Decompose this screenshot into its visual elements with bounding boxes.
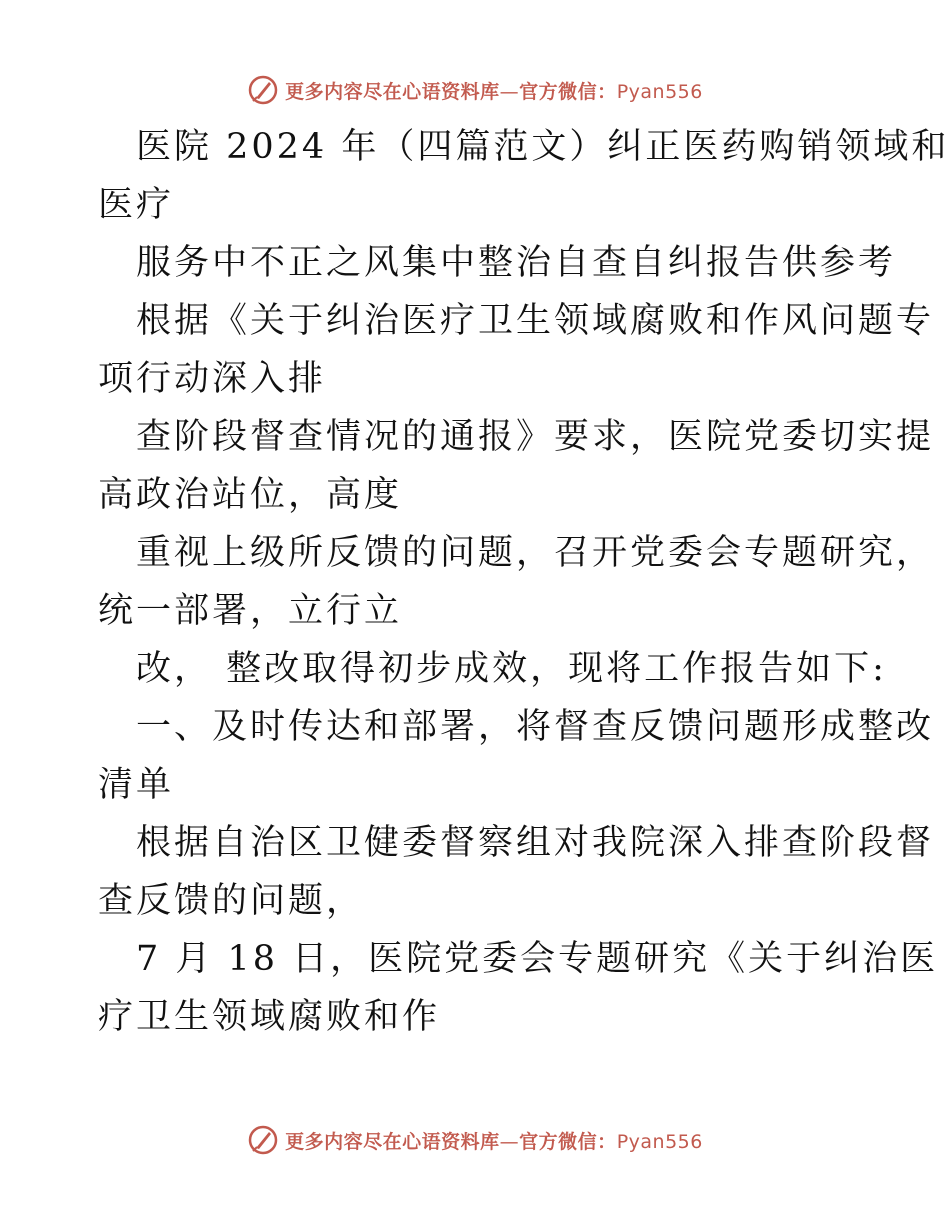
- doc-line: 查阶段督查情况的通报》要求，医院党委切实提: [136, 417, 935, 457]
- watermark-text: [285, 77, 703, 104]
- doc-line: 高政治站位，高度: [98, 475, 403, 515]
- doc-line: 清单: [98, 765, 175, 805]
- doc-line: 项行动深入排: [98, 359, 327, 399]
- watermark-separator: —: [499, 1130, 520, 1153]
- watermark-contact-id: Pyan556: [616, 80, 703, 103]
- quill-pen-logo-icon: [247, 1124, 279, 1156]
- doc-line: 重视上级所反馈的问题，召开党委会专题研究，: [136, 533, 935, 573]
- header-watermark: [0, 70, 950, 110]
- doc-line: 服务中不正之风集中整治自查自纠报告供参考: [136, 243, 897, 283]
- watermark-brand: 更多内容尽在心语资料库: [285, 1130, 500, 1153]
- watermark-contact-label: 官方微信：: [519, 80, 617, 103]
- doc-line: 一、及时传达和部署，将督查反馈问题形成整改: [136, 707, 935, 747]
- doc-line: 根据《关于纠治医疗卫生领域腐败和作风问题专: [136, 301, 935, 341]
- doc-line: 改， 整改取得初步成效，现将工作报告如下:: [136, 649, 887, 689]
- doc-line: 7 月 18 日，医院党委会专题研究《关于纠治医: [136, 939, 939, 979]
- watermark-contact-id: Pyan556: [616, 1130, 703, 1153]
- doc-line: 统一部署，立行立: [98, 591, 403, 631]
- doc-line: 查反馈的问题，: [98, 881, 365, 921]
- watermark-brand: 更多内容尽在心语资料库: [285, 80, 500, 103]
- document-body: [98, 118, 950, 1046]
- doc-line: 医院 2024 年（四篇范文）纠正医药购销领域和: [136, 127, 950, 167]
- watermark-text: [285, 1127, 703, 1154]
- doc-line: 根据自治区卫健委督察组对我院深入排查阶段督: [136, 823, 935, 863]
- doc-line: 疗卫生领域腐败和作: [98, 997, 441, 1037]
- quill-pen-logo-icon: [247, 74, 279, 106]
- watermark-separator: —: [499, 80, 520, 103]
- doc-line: 医疗: [98, 185, 175, 225]
- footer-watermark: [0, 1120, 950, 1160]
- watermark-contact-label: 官方微信：: [519, 1130, 617, 1153]
